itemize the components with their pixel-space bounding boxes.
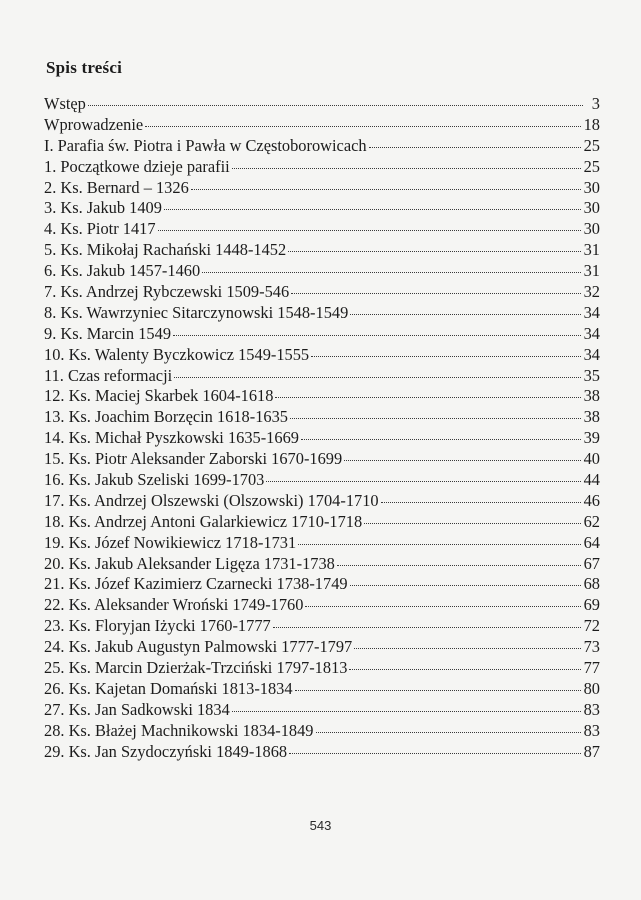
- toc-entry: [44, 637, 600, 658]
- dot-leader: [158, 230, 581, 231]
- toc-entry-page: 38: [583, 407, 600, 427]
- toc-entry-page: 38: [583, 386, 600, 406]
- toc-entry-label: 14. Ks. Michał Pyszkowski 1635-1669: [44, 428, 299, 448]
- toc-entry-page: 34: [583, 323, 600, 343]
- toc-entry-page: 83: [583, 720, 600, 740]
- toc-entry-page: 64: [583, 532, 600, 552]
- toc-entry-page: 68: [583, 574, 600, 594]
- toc-entry: [44, 428, 600, 449]
- dot-leader: [298, 544, 580, 545]
- toc-entry-label: 27. Ks. Jan Sadkowski 1834: [44, 699, 230, 719]
- toc-entry: [44, 721, 600, 742]
- toc-entry-label: 16. Ks. Jakub Szeliski 1699-1703: [44, 470, 265, 490]
- toc-entry-page: 3: [591, 94, 600, 113]
- toc-entry-page: 67: [583, 553, 600, 573]
- dot-leader: [369, 147, 581, 148]
- toc-entry: [44, 616, 600, 637]
- toc-entry: [44, 554, 600, 575]
- dot-leader: [354, 648, 580, 649]
- toc-entry: [44, 219, 600, 240]
- toc-title: Spis treści: [46, 58, 123, 77]
- toc-entry-label: 24. Ks. Jakub Augustyn Palmowski 1777-1797: [44, 637, 353, 657]
- toc-entry: [44, 115, 600, 136]
- dot-leader: [316, 732, 581, 733]
- toc-entry: [44, 386, 600, 407]
- dot-leader: [364, 523, 580, 524]
- toc-entry: [44, 198, 600, 219]
- dot-leader: [173, 335, 581, 336]
- dot-leader: [350, 314, 580, 315]
- toc-entry-page: 39: [583, 428, 600, 448]
- toc-entry-page: 34: [583, 344, 600, 364]
- toc-entry-label: 6. Ks. Jakub 1457-1460: [44, 261, 201, 281]
- toc-entry-label: 11. Czas reformacji: [44, 365, 173, 385]
- dot-leader: [337, 565, 581, 566]
- toc-entry-page: 69: [583, 595, 600, 615]
- toc-entry-label: 25. Ks. Marcin Dzierżak-Trzciński 1797-1813: [44, 658, 348, 678]
- toc-entry-label: 29. Ks. Jan Szydoczyński 1849-1868: [44, 741, 288, 761]
- toc-entry-label: Wstęp: [44, 94, 86, 113]
- dot-leader: [291, 293, 580, 294]
- toc-entry-page: 25: [583, 156, 600, 176]
- toc-entry-page: 73: [583, 637, 600, 657]
- toc-entry-label: 15. Ks. Piotr Aleksander Zaborski 1670-1699: [44, 449, 343, 469]
- toc-entry-label: 5. Ks. Mikołaj Rachański 1448-1452: [44, 240, 287, 260]
- toc-entry: [44, 94, 600, 115]
- toc-entry-page: 31: [583, 240, 600, 260]
- toc-entry: [44, 136, 600, 157]
- toc-entry-label: 26. Ks. Kajetan Domański 1813-1834: [44, 678, 293, 698]
- toc-entry-page: 62: [583, 511, 600, 531]
- toc-entry: [44, 345, 600, 366]
- toc-entry-label: 12. Ks. Maciej Skarbek 1604-1618: [44, 386, 274, 406]
- toc-entry-page: 80: [583, 678, 600, 698]
- toc-entry-page: 30: [583, 219, 600, 239]
- toc-entry-label: 20. Ks. Jakub Aleksander Ligęza 1731-1738: [44, 553, 335, 573]
- dot-leader: [288, 251, 580, 252]
- dot-leader: [305, 606, 580, 607]
- dot-leader: [266, 481, 580, 482]
- dot-leader: [202, 272, 580, 273]
- toc-entry: [44, 282, 600, 303]
- toc-entry-label: 7. Ks. Andrzej Rybczewski 1509-546: [44, 282, 290, 302]
- toc-entry: [44, 679, 600, 700]
- toc-entry-page: 44: [583, 470, 600, 490]
- toc-entry-page: 31: [583, 261, 600, 281]
- toc-entry-page: 46: [583, 490, 600, 510]
- toc-entry-label: 10. Ks. Walenty Byczkowicz 1549-1555: [44, 344, 310, 364]
- toc-entry: [44, 157, 600, 178]
- toc-entry-label: I. Parafia św. Piotra i Pawła w Częstoborowicach: [44, 135, 367, 155]
- toc-entry-label: 21. Ks. Józef Kazimierz Czarnecki 1738-1749: [44, 574, 348, 594]
- toc-entry-label: 18. Ks. Andrzej Antoni Galarkiewicz 1710-1718: [44, 511, 363, 531]
- toc-entry-label: 1. Początkowe dzieje parafii: [44, 156, 230, 176]
- toc-entry-page: 40: [583, 449, 600, 469]
- dot-leader: [350, 585, 581, 586]
- dot-leader: [290, 418, 581, 419]
- toc-entry: [44, 533, 600, 554]
- dot-leader: [381, 502, 581, 503]
- dot-leader: [174, 377, 580, 378]
- toc-entry-page: 18: [583, 114, 600, 134]
- toc-entry-page: 30: [583, 198, 600, 218]
- dot-leader: [145, 126, 580, 127]
- page-number: 543: [309, 818, 332, 833]
- toc-entry-page: 32: [583, 282, 600, 302]
- toc-entry-label: Wprowadzenie: [44, 114, 144, 134]
- dot-leader: [275, 397, 580, 398]
- toc-entry-page: 30: [583, 177, 600, 197]
- toc-entry-label: 4. Ks. Piotr 1417: [44, 219, 156, 239]
- dot-leader: [273, 627, 581, 628]
- toc-entry-page: 34: [583, 302, 600, 322]
- dot-leader: [289, 753, 581, 754]
- toc-entry: [44, 240, 600, 261]
- toc-entry: [44, 470, 600, 491]
- toc-entry: [44, 261, 600, 282]
- toc-entry: [44, 595, 600, 616]
- toc-entry: [44, 303, 600, 324]
- toc-entry-label: 3. Ks. Jakub 1409: [44, 198, 162, 218]
- toc-entry: [44, 324, 600, 345]
- toc-entry-page: 72: [583, 616, 600, 636]
- dot-leader: [349, 669, 580, 670]
- toc-entry: [44, 658, 600, 679]
- toc-entry-page: 87: [583, 741, 600, 761]
- toc-entry-page: 25: [583, 135, 600, 155]
- dot-leader: [88, 105, 583, 106]
- dot-leader: [232, 711, 581, 712]
- toc-entry: [44, 366, 600, 387]
- dot-leader: [191, 189, 581, 190]
- toc-entry-label: 8. Ks. Wawrzyniec Sitarczynowski 1548-1549: [44, 302, 349, 322]
- toc-entry-page: 77: [583, 658, 600, 678]
- toc-entry: [44, 449, 600, 470]
- toc-entry-page: 35: [583, 365, 600, 385]
- toc-entry-label: 9. Ks. Marcin 1549: [44, 323, 172, 343]
- toc-entry-label: 22. Ks. Aleksander Wroński 1749-1760: [44, 595, 304, 615]
- toc-entry-page: 83: [583, 699, 600, 719]
- dot-leader: [311, 356, 580, 357]
- toc-entry-label: 2. Ks. Bernard – 1326: [44, 177, 189, 197]
- dot-leader: [295, 690, 581, 691]
- dot-leader: [232, 168, 581, 169]
- toc-entry-label: 13. Ks. Joachim Borzęcin 1618-1635: [44, 407, 288, 427]
- toc-entry-label: 28. Ks. Błażej Machnikowski 1834-1849: [44, 720, 314, 740]
- toc-entry: [44, 512, 600, 533]
- toc-entry-label: 19. Ks. Józef Nowikiewicz 1718-1731: [44, 532, 297, 552]
- dot-leader: [301, 439, 581, 440]
- dot-leader: [344, 460, 580, 461]
- toc-entry: [44, 574, 600, 595]
- toc-entry-label: 23. Ks. Floryjan Iżycki 1760-1777: [44, 616, 271, 636]
- toc-entry-label: 17. Ks. Andrzej Olszewski (Olszowski) 1704-1710: [44, 490, 379, 510]
- toc-entry: [44, 178, 600, 199]
- toc-entry: [44, 700, 600, 721]
- dot-leader: [164, 209, 581, 210]
- toc-entry: [44, 407, 600, 428]
- table-of-contents: [44, 94, 600, 763]
- toc-entry: [44, 491, 600, 512]
- toc-entry: [44, 742, 600, 763]
